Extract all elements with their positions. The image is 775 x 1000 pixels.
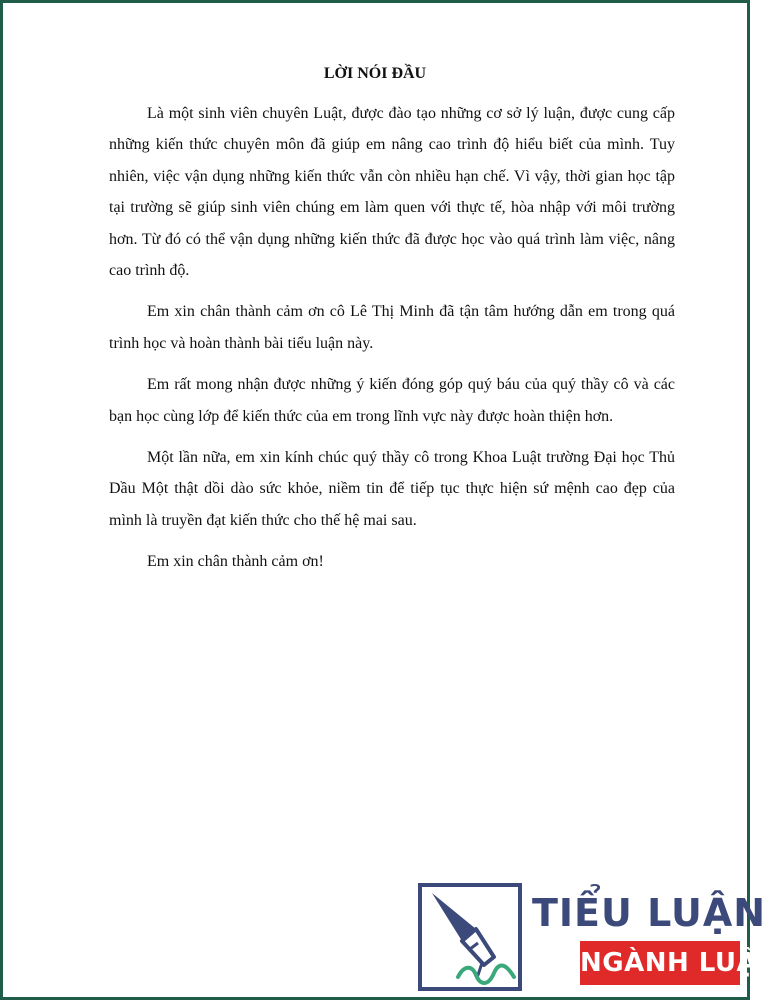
paragraph-5: Em xin chân thành cảm ơn! [147,553,324,571]
brand-logo [418,883,775,995]
paragraph-2: Em xin chân thành cảm ơn cô Lê Thị Minh đã tận tâm hướng dẫn em trong quá trình học và hoàn thành bài tiểu luận này. [109,303,675,352]
fountain-pen-icon [418,883,522,991]
logo-title: TIỂU LUẬN [532,891,767,935]
paragraph-1: Là một sinh viên chuyên Luật, được đào tạo những cơ sở lý luận, được cung cấp những kiến thức chuyên môn đã giúp em nâng cao trình độ hiểu biết của mình. Tuy nhiên, việc vận dụng những kiến thức vẫn còn nhiều hạn chế. Vì vậy, thời gian học tập tại trường sẽ giúp sinh viên chúng em làm quen với thực tế, hòa nhập với môi trường hơn. Từ đó có thể vận dụng những kiến thức đã được học vào quá trình làm việc, nâng cao trình độ. [109,105,675,280]
paragraph-3: Em rất mong nhận được những ý kiến đóng góp quý báu của quý thầy cô và các bạn học cùng lớp để kiến thức của em trong lĩnh vực này được hoàn thiện hơn. [109,376,675,425]
logo-subtitle-badge: NGÀNH LUẬT [580,941,740,985]
paragraph-4: Một lần nữa, em xin kính chúc quý thầy cô trong Khoa Luật trường Đại học Thủ Dầu Một thật dồi dào sức khỏe, niềm tin để tiếp tục thực hiện sứ mệnh cao đẹp của mình là truyền đạt kiến thức cho thế hệ mai sau. [109,449,675,529]
document-body [109,98,675,588]
page-title: LỜI NÓI ĐẦU [323,65,427,82]
